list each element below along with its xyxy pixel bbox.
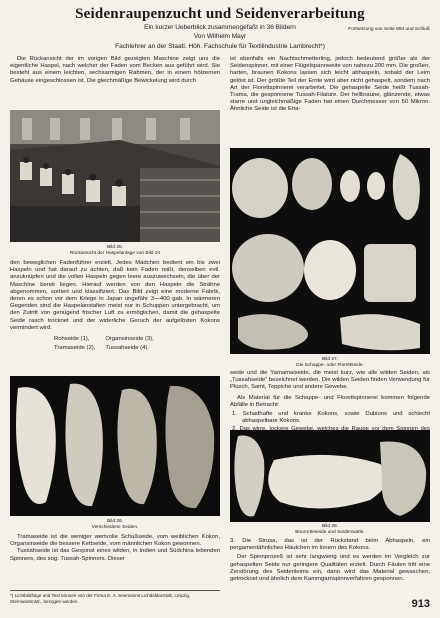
paragraph: Der Spinnprozeß ist sehr langwierig und es werden im Vergleich zur gehaspelten Seide nur geringere Qualitäten erzielt. Durch Fäulen tritt eine Zerstörung des Seidenleims ein, dann wird das Material gewaschen, getrocknet und ähnlich dem Kammgarnspinnverfahren gesponnen. [230,554,430,583]
paragraph: seide und die Yamamaiseide, die meist kurz, wie alle wilden Seiden, als „Tussahseide“ bezeichnet werden. Die wilden Seiden finden Verwendung für Plüsch, Samt, Teppiche und andere Gewebe. [230,370,430,391]
article-subtitle: Ein kurzer Ueberblick zusammengefaßt in 36 Bildern [144,24,296,31]
article-title: Seidenraupenzucht und Seidenverarbeitung [75,6,365,22]
table-cell: Tramaseide (2), [54,345,96,352]
page-number: 913 [411,598,430,610]
bourrette-silk-illustration [230,430,430,522]
column-right-top [230,56,430,114]
paragraph: Die Rückansicht der im vorigen Bild gezeigten Maschine zeigt uns die eigentliche Haspel, nach welcher der Faden vom Becken aus geführt wird. Sie besteht aus einem leichten, sechsarmigen Rahmen, der in einem hölzernen Gehäuse eingeschlossen ist. Die gleichmäßige Bewickelung wird durch [10,56,220,84]
figure-caption-text: Bourretteseide und Seidenwatte. [295,530,365,535]
figure-number: Bild 27. [322,357,338,362]
author-affiliation: Fachlehrer an der Staatl. Höh. Fachschule für Textilindustrie Lambrecht*) [115,43,325,50]
figure-caption-text: Verschiedene Seiden. [91,525,139,530]
figure-25-photo [10,110,220,242]
figure-27-caption [230,357,430,369]
figure-number: Bild 28. [322,524,338,529]
figure-number: Bild 26. [107,519,123,524]
paragraph: Als Material für die Schappe- und Florettspinnerei kommen folgende Abfälle in Betracht: [230,394,430,408]
various-silks-illustration [10,376,220,516]
table-row [54,336,162,343]
figure-28-caption [230,524,430,536]
list-item: 1. Schadhafte und kranke Kokons, sowie Dubions und schlecht abhaspelbare Kokons. [232,411,430,425]
column-left-mid [10,260,220,356]
silk-types-table [52,334,164,354]
paragraph: den beweglichen Fadenführer erzielt. Jedes Mädchen bedient ein bis zwei Haspeln und hat darauf zu achten, daß kein Faden reißt, denselben evtl. anzuknüpfen und die vollen Haspeln gegen leere auszuwechseln, die über der Maschine bereit liegen. Hierauf werden von den Haspeln die Strähne abgenommen, sortiert und klassifiziert. Das Bild zeigt eine moderne Fabrik, deren es schon vor dem Kriege in Japan ungefähr 3—400 gab. In wärmeren Gegenden sind die Haspelanstalten meist nur in Schuppen untergebracht, um den Zutritt von genügend frischer Luft zu ermöglichen, damit die gehaspelte Seide rasch trocknet und der widerliche Geruch der aufgelösten Kokons vermindert wird. [10,260,220,331]
figure-28-photo [230,430,430,522]
silk-waste-illustration [230,148,430,354]
factory-photo-illustration [10,110,220,242]
paragraph: ist ebenfalls ein Nachtschmetterling, jedoch bedeutend größer als der Seidenspinner, mit einer Flügelspannweite von nahezu 200 mm. Die großen, harten, braunen Kokons lassen sich leicht abhaspeln, sobald der Leim gelöst ist. Der größte Teil der Ernte wird aber nicht gehaspelt, sondern nach Art der Florettspinnerei verarbeitet. Die gehaspelte Seide heißt Tussah-Trama, die gesponnene Tussah-Filature. Der hellbraune, glänzende, etwas starre und ungleichmäßige Faden hat einen Durchmesser von 50 Mikron. Ähnliche Seide ist die Eria- [230,56,430,113]
figure-caption-text: Die Schappe- oder Florettseide. [296,363,364,368]
article-author: Von Wilhelm Mayr [193,33,247,40]
figure-caption-text: Rückansicht der Haspelanlage von Bild 24 [69,251,161,256]
figure-25-caption [10,245,220,257]
column-right-bottom [230,538,430,583]
paragraph: Tussahseide ist das Gespinst eines wilden, in Indien und Südchina lebenden Spinners, des sog. Tussah-Spinners. Dieser [10,548,220,562]
figure-number: Bild 25. [107,245,123,250]
paragraph: Tramaseide ist die weniger wertvolle Schußseide, vom weiblichen Kokon, Organsinseide die bessere Kettseide, vom männlichen Kokon gewonnen. [10,534,220,548]
figure-26-caption [10,519,220,531]
column-left-bottom [10,534,220,563]
table-row [54,345,162,352]
footnote: *) Lichtbildfolge und Text können von der Firma E. A. Seemanns Lichtbildanstalt, Leipzig, Sternwartenstr., bezogen werden. [10,590,220,604]
table-cell: Tussahseide (4). [105,345,150,352]
continuation-note: Fortsetzung von Seite 884 und Schluß [348,27,430,32]
column-left-top [10,56,220,85]
paragraph: 3. Die Strusa, das ist der Rückstand beim Abhaspeln, ein pergamentähnliches Häutchen im Innern des Kokons. [230,538,430,552]
table-cell: Rohseide (1), [54,336,90,343]
table-cell: Organsinseide (3), [105,336,154,343]
figure-27-photo [230,148,430,354]
figure-26-photo [10,376,220,516]
